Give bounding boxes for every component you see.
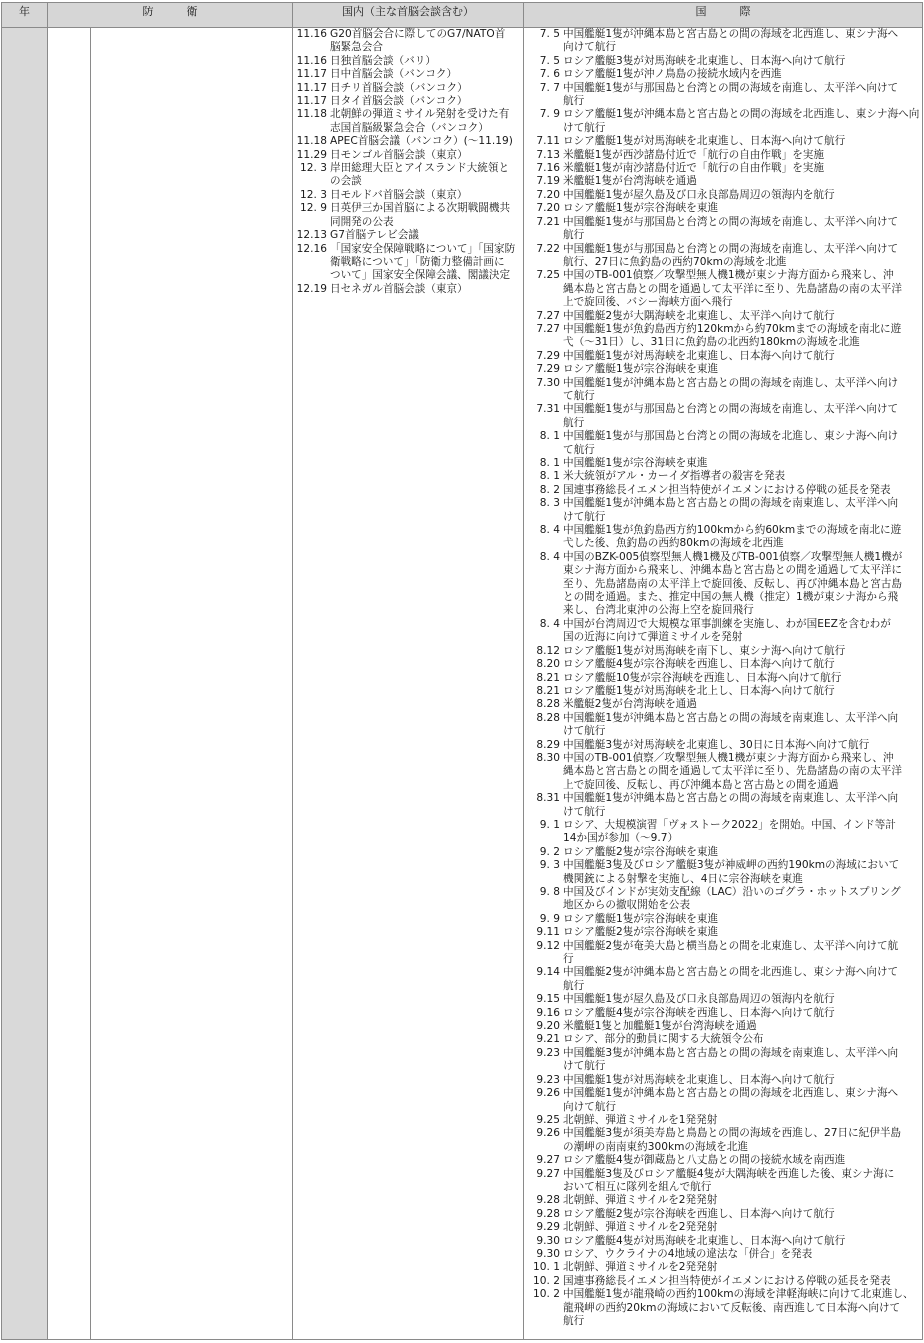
entry-text: 北朝鮮、弾道ミサイルを2発発射 [563,1221,718,1234]
international-entry [524,202,922,215]
entry-text: 中国艦艇1隻が屋久島及び口永良部島周辺の領海内を航行 [563,993,835,1006]
domestic-entry [293,108,523,135]
international-header: 国 際 [524,3,923,28]
international-entry [524,1235,922,1248]
entry-date: 9.26 [536,1087,560,1100]
entry-date: 9.20 [536,1020,560,1033]
international-entry [524,698,922,711]
entry-text: 日タイ首脳会談（バンコク） [330,95,468,108]
international-entry [524,819,922,846]
entry-text: 日モルドバ首脳会談（東京） [330,188,468,201]
entry-text: 国連事務総長イエメン担当特使がイエメンにおける停戦の延長を発表 [563,1274,891,1287]
international-entry [524,1007,922,1020]
international-entry [524,82,922,109]
entry-text: ロシア、部分的動員に関する大統領令公布 [563,1033,764,1046]
entry-date: 7. 7 [539,81,560,94]
entry-text: 中国艦艇1隻が与那国島と台湾との間の海域を南進し、太平洋へ向けて 航行 [563,403,899,429]
entry-text: 中国艦艇3隻及びロシア艦艇4隻が大隅海峡を西進した後、東シナ海に おいて相互に隊列を組んで航行 [563,1167,895,1193]
entry-date: 12.19 [296,282,327,295]
international-entry [524,68,922,81]
international-entry [524,1208,922,1221]
international-entry [524,377,922,404]
entry-date: 9.23 [536,1073,560,1086]
entry-date: 11.17 [296,68,327,81]
entry-date: 7.31 [536,403,560,416]
entry-date: 7.25 [536,269,560,282]
defense-text-column [91,28,293,1340]
entry-date: 10. 2 [533,1274,560,1287]
entry-text: ロシア艦艇4隻が宗谷海峡を西進し、日本海へ向けて航行 [563,658,835,671]
domestic-entry [293,283,523,296]
entry-text: 米大統領がアル・カーイダ指導者の殺害を発表 [563,470,786,483]
international-entry [524,457,922,470]
international-entry [524,1154,922,1167]
international-entry [524,350,922,363]
entry-text: 中国のTB-001偵察／攻撃型無人機1機が東シナ海方面から飛来し、沖 縄本島と宮古島との間を通過して太平洋に至り、先島諸島の南の太平洋 上で旋回後、バシー海峡方面へ飛行 [563,269,902,309]
entry-date: 9.11 [536,926,560,939]
entry-text: ロシア艦艇1隻が沖ノ鳥島の接続水域内を西進 [563,68,782,81]
entry-date: 7.11 [536,135,560,148]
international-entry [524,1033,922,1046]
international-entry [524,1047,922,1074]
domestic-entry [293,135,523,148]
entry-date: 7.22 [536,242,560,255]
entry-date: 9.30 [536,1234,560,1247]
year-column [2,28,48,1340]
entry-text: 米艦艇1隻が南沙諸島付近で「航行の自由作戦」を実施 [563,162,824,175]
international-entry [524,658,922,671]
entry-date: 8.12 [536,644,560,657]
entry-date: 8. 3 [539,497,560,510]
international-entry [524,685,922,698]
defense-date-column [48,28,91,1340]
entry-text: ロシア艦艇1隻が対馬海峡を北東進し、日本海へ向けて航行 [563,135,846,148]
entry-text: 北朝鮮、弾道ミサイルを2発発射 [563,1261,718,1274]
entry-text: 中国艦艇2隻が沖縄本島と宮古島との間を北西進し、東シナ海へ向けて 航行 [563,966,899,992]
entry-date: 12. 3 [300,188,327,201]
international-entry [524,739,922,752]
entry-text: ロシア艦艇1隻が宗谷海峡を東進 [563,202,719,215]
entry-date: 9. 3 [539,859,560,872]
body-row [2,28,923,1340]
domestic-entry [293,55,523,68]
entry-text: ロシア艦艇2隻が宗谷海峡を東進 [563,926,719,939]
international-entry [524,216,922,243]
entry-date: 9.27 [536,1154,560,1167]
international-entry [524,1221,922,1234]
international-entry [524,846,922,859]
international-entry [524,162,922,175]
domestic-entry [293,162,523,189]
entry-date: 8.28 [536,698,560,711]
entry-text: ロシア艦艇10隻が宗谷海峡を西進し、日本海へ向けて航行 [563,671,842,684]
entry-date: 7.13 [536,148,560,161]
entry-text: 米艦艇2隻が台湾海峡を通過 [563,698,697,711]
international-entry [524,859,922,886]
entry-text: ロシア艦艇2隻が宗谷海峡を東進 [563,845,719,858]
entry-text: 中国艦艇1隻が沖縄本島と宮古島との間の海域を南進し、太平洋へ向け て航行 [563,376,899,402]
international-entry [524,1168,922,1195]
entry-date: 9.25 [536,1113,560,1126]
entry-text: 中国艦艇1隻が与那国島と台湾との間の海域を北進し、東シナ海へ向け て航行 [563,430,899,456]
entry-text: 中国のTB-001偵察／攻撃型無人機1機が東シナ海方面から飛来し、沖 縄本島と宮古島との間を通過して太平洋に至り、先島諸島の南の太平洋 上で旋回後、反転し、再び沖縄本島と宮古島との間を通過 [563,751,902,791]
domestic-entry [293,229,523,242]
entry-text: 中国艦艇3隻が沖縄本島と宮古島との間の海域を南東進し、太平洋へ向 けて航行 [563,1046,899,1073]
domestic-entry [293,243,523,283]
entry-text: 中国艦艇1隻が沖縄本島と宮古島との間の海域を北西進し、東シナ海へ 向けて航行 [563,1087,899,1113]
entry-date: 8.21 [536,684,560,697]
entry-text: 日独首脳会談（バリ） [330,54,436,67]
entry-date: 12. 3 [300,162,327,175]
international-entry [524,792,922,819]
international-entry [524,752,922,792]
entry-text: ロシア艦艇1隻が対馬海峡を北上し、日本海へ向けて航行 [563,684,835,697]
domestic-entry [293,149,523,162]
international-entry [524,551,922,618]
international-entry [524,926,922,939]
international-entry [524,497,922,524]
entry-date: 9.23 [536,1046,560,1059]
entry-date: 8.29 [536,738,560,751]
entry-date: 8. 1 [539,470,560,483]
header-row [2,3,923,28]
entry-text: ロシア艦艇1隻が沖縄本島と宮古島との間の海域を北西進し、東シナ海へ向 けて航行 [563,108,920,134]
entry-date: 7.16 [536,162,560,175]
international-entry [524,28,922,55]
international-entry [524,1275,922,1288]
entry-text: 米艦艇1隻が台湾海峡を通過 [563,175,697,188]
entry-text: 中国艦艇2隻が奄美大島と横当島との間を北東進し、太平洋へ向けて航 行 [563,939,899,966]
entry-text: 日セネガル首脳会談（東京） [330,282,468,295]
international-entry [524,108,922,135]
entry-date: 9. 8 [539,886,560,898]
entry-text: 北朝鮮の弾道ミサイル発射を受けた有 志国首脳級緊急会合（バンコク） [330,108,510,134]
entry-date: 9. 9 [539,912,560,925]
entry-text: 中国艦艇1隻が龍飛崎の西約100kmの海域を津軽海峡に向けて北東進し、 龍飛岬の西約20kmの海域において反転後、南西進して日本海へ向けて 航行 [563,1288,914,1327]
international-entry [524,135,922,148]
international-entry [524,1020,922,1033]
entry-date: 8. 4 [539,617,560,630]
entry-date: 7.30 [536,376,560,389]
international-entry [524,1114,922,1127]
entry-date: 7. 5 [539,28,560,40]
international-entry [524,1288,922,1328]
international-entry [524,55,922,68]
entry-text: ロシア艦艇1隻が宗谷海峡を東進 [563,912,719,925]
entry-text: 中国艦艇1隻が沖縄本島と宮古島との間の海域を南東進し、太平洋へ向 けて航行 [563,497,899,523]
entry-date: 11.29 [296,148,327,161]
entry-date: 10. 2 [533,1288,560,1301]
international-entry [524,175,922,188]
entry-text: 中国艦艇1隻が沖縄本島と宮古島との間の海域を北西進し、東シナ海へ 向けて航行 [563,28,899,54]
entry-text: ロシア、ウクライナの4地域の違法な「併合」を発表 [563,1247,813,1260]
international-column [524,28,923,1340]
entry-text: 北朝鮮、弾道ミサイルを1発発射 [563,1113,718,1126]
international-entry [524,403,922,430]
entry-text: 日中首脳会談（バンコク） [330,68,458,81]
entry-text: APEC首脳会議（バンコク）(～11.19) [330,135,513,148]
entry-text: 中国艦艇3隻が対馬海峡を北東進し、30日に日本海へ向けて航行 [563,738,870,751]
entry-date: 8. 2 [539,483,560,496]
entry-date: 11.17 [296,95,327,108]
entry-text: G7首脳テレビ会議 [330,229,419,242]
entry-text: G20首脳会合に際してのG7/NATO首 脳緊急会合 [330,28,506,54]
entry-date: 9. 2 [539,845,560,858]
domestic-header: 国内（主な首脳会談含む） [293,3,524,28]
entry-text: 中国艦艇1隻が魚釣島西方約100kmから約60kmまでの海域を南北に遊 弋した後、魚釣島の西約80kmの海域を北西進 [563,524,902,550]
international-entry [524,1248,922,1261]
entry-text: ロシア艦艇1隻が対馬海峡を南下し、東シナ海へ向けて航行 [563,644,846,657]
international-entry [524,470,922,483]
entry-date: 7.29 [536,363,560,376]
entry-text: 岸田総理大臣とアイスランド大統領と の会談 [330,162,510,188]
entry-date: 8. 4 [539,524,560,537]
international-entry [524,189,922,202]
entry-date: 9. 1 [539,818,560,831]
international-entry [524,310,922,323]
entry-text: 中国が台湾周辺で大規模な軍事訓練を実施し、わが国EEZを含むわが 国の近海に向けて弾道ミサイルを発射 [563,617,891,644]
entry-text: 米艦艇1隻が西沙諸島付近で「航行の自由作戦」を実施 [563,148,824,161]
international-entry [524,993,922,1006]
entry-date: 9.28 [536,1194,560,1207]
entry-date: 11.18 [296,108,327,121]
entry-date: 7.27 [536,322,560,335]
entry-date: 9.28 [536,1207,560,1220]
international-entry [524,712,922,739]
entry-text: ロシア艦艇3隻が対馬海峡を北東進し、日本海へ向けて航行 [563,54,846,67]
international-entry [524,1127,922,1154]
international-entry [524,886,922,913]
domestic-entry [293,28,523,55]
domestic-entry [293,202,523,229]
entry-date: 11.17 [296,81,327,94]
international-entry [524,269,922,309]
entry-text: ロシア艦艇2隻が宗谷海峡を西進し、日本海へ向けて航行 [563,1207,835,1220]
entry-date: 7.21 [536,215,560,228]
domestic-entry [293,95,523,108]
entry-date: 9.29 [536,1221,560,1234]
entry-date: 7.27 [536,309,560,322]
entry-text: 米艦艇1隻と加艦艇1隻が台湾海峡を通過 [563,1020,757,1033]
international-entry [524,484,922,497]
entry-text: 中国及びインドが実効支配線（LAC）沿いのゴグラ・ホットスプリング 地区からの撤収開始を公表 [563,886,901,912]
entry-text: 国連事務総長イエメン担当特使がイエメンにおける停戦の延長を発表 [563,483,891,496]
domestic-entry [293,68,523,81]
entry-date: 9.27 [536,1167,560,1180]
entry-date: 7. 5 [539,54,560,67]
entry-date: 9.15 [536,993,560,1006]
entry-date: 9.26 [536,1127,560,1140]
entry-date: 7.19 [536,175,560,188]
entry-date: 11.18 [296,135,327,148]
entry-text: 中国艦艇1隻が与那国島と台湾との間の海域を南進し、太平洋へ向けて 航行、27日に魚釣島の西約70kmの海域を北進 [563,242,899,268]
entry-date: 8.28 [536,711,560,724]
domestic-column [293,28,524,1340]
entry-text: ロシア艦艇4隻が御蔵島と八丈島との間の接続水域を南西進 [563,1154,846,1167]
international-entry [524,1194,922,1207]
international-entry [524,645,922,658]
entry-date: 9.30 [536,1247,560,1260]
entry-text: 中国艦艇1隻が与那国島と台湾との間の海域を南進し、太平洋へ向けて 航行 [563,81,899,108]
domestic-entry [293,82,523,95]
entry-date: 8.30 [536,751,560,764]
entry-text: 中国のBZK-005偵察型無人機1機及びTB-001偵察／攻撃型無人機1機が 東シナ海方面から飛来し、沖縄本島と宮古島との間を通過して太平洋に 至り、先島諸島南の太平洋上で旋回後、反転し、再び沖縄本島と宮古島 との間を通過。また、推定中国の無人機（推定）1機が東シナ海から飛 来し、台湾北東沖の公海上空を旋回飛行 [563,550,903,617]
entry-text: 中国艦艇1隻が魚釣島西方約120kmから約70kmまでの海域を南北に遊 弋（～31日）し、31日に魚釣島の北西約180kmの海域を北進 [563,322,902,349]
international-entry [524,913,922,926]
international-entry [524,1261,922,1274]
domestic-list [293,28,523,296]
international-entry [524,1087,922,1114]
international-entry [524,363,922,376]
international-entry [524,524,922,551]
entry-text: 中国艦艇1隻が対馬海峡を北東進し、日本海へ向けて航行 [563,349,835,362]
international-entry [524,966,922,993]
entry-date: 9.12 [536,939,560,952]
entry-text: 中国艦艇1隻が沖縄本島と宮古島との間の海域を南東進し、太平洋へ向 けて航行 [563,792,899,818]
international-list [524,28,922,1328]
international-entry [524,940,922,967]
entry-text: ロシア艦艇4隻が宗谷海峡を西進し、日本海へ向けて航行 [563,1006,835,1019]
entry-text: 中国艦艇3隻が須美寿島と鳥島との間の海域を西進し、27日に紀伊半島 の潮岬の南南東約300kmの海域を北進 [563,1127,902,1153]
entry-date: 7.29 [536,349,560,362]
entry-date: 7.20 [536,202,560,215]
domestic-entry [293,189,523,202]
entry-date: 7.20 [536,188,560,201]
international-entry [524,618,922,645]
entry-date: 10. 1 [533,1261,560,1274]
entry-date: 11.16 [296,28,327,40]
entry-date: 12. 9 [300,202,327,215]
year-header: 年 [2,3,48,28]
entry-date: 8. 1 [539,430,560,443]
entry-date: 7. 9 [539,108,560,121]
entry-text: 中国艦艇1隻が沖縄本島と宮古島との間の海域を南東進し、太平洋へ向 けて航行 [563,711,899,738]
entry-text: 中国艦艇1隻が対馬海峡を北東進し、日本海へ向けて航行 [563,1073,835,1086]
defense-header: 防 衛 [48,3,293,28]
entry-text: 中国艦艇2隻が大隅海峡を北東進し、太平洋へ向けて航行 [563,309,835,322]
entry-date: 8.20 [536,658,560,671]
entry-date: 12.16 [296,242,327,255]
international-entry [524,672,922,685]
entry-text: 中国艦艇1隻が屋久島及び口永良部島周辺の領海内を航行 [563,188,835,201]
entry-date: 8.21 [536,671,560,684]
international-entry [524,430,922,457]
international-entry [524,243,922,270]
entry-text: 中国艦艇1隻が宗谷海峡を東進 [563,457,708,469]
entry-date: 9.21 [536,1033,560,1046]
entry-date: 9.16 [536,1006,560,1019]
entry-text: ロシア艦艇1隻が宗谷海峡を東進 [563,363,719,376]
entry-text: 北朝鮮、弾道ミサイルを2発発射 [563,1194,718,1207]
entry-date: 7. 6 [539,68,560,81]
entry-date: 8.31 [536,792,560,805]
entry-date: 8. 1 [539,457,560,469]
entry-text: 日チリ首脳会談（バンコク） [330,81,468,94]
entry-date: 12.13 [296,229,327,242]
entry-text: ロシア、大規模演習「ヴォストーク2022」を開始。中国、インド等計 14か国が参加（～9.7） [563,818,896,845]
entry-text: ロシア艦艇4隻が対馬海峡を北東進し、日本海へ向けて航行 [563,1234,846,1247]
chronology-table [1,2,923,1340]
entry-text: 中国艦艇3隻及びロシア艦艇3隻が神威岬の西約190kmの海域において 機関銃による射撃を実施し、4日に宗谷海峡を東進 [563,859,900,885]
entry-text: 日モンゴル首脳会談（東京） [330,148,468,161]
entry-text: 中国艦艇1隻が与那国島と台湾との間の海域を南進し、太平洋へ向けて 航行 [563,215,899,242]
entry-date: 8. 4 [539,550,560,563]
international-entry [524,323,922,350]
international-entry [524,1074,922,1087]
entry-date: 9.14 [536,966,560,979]
international-entry [524,149,922,162]
entry-text: 日英伊三か国首脳による次期戦闘機共 同開発の公表 [330,202,511,228]
entry-date: 11.16 [296,54,327,67]
entry-text: 「国家安全保障戦略について」「国家防 衛戦略について」「防衛力整備計画に ついて」国家安全保障会議、閣議決定 [330,242,516,282]
